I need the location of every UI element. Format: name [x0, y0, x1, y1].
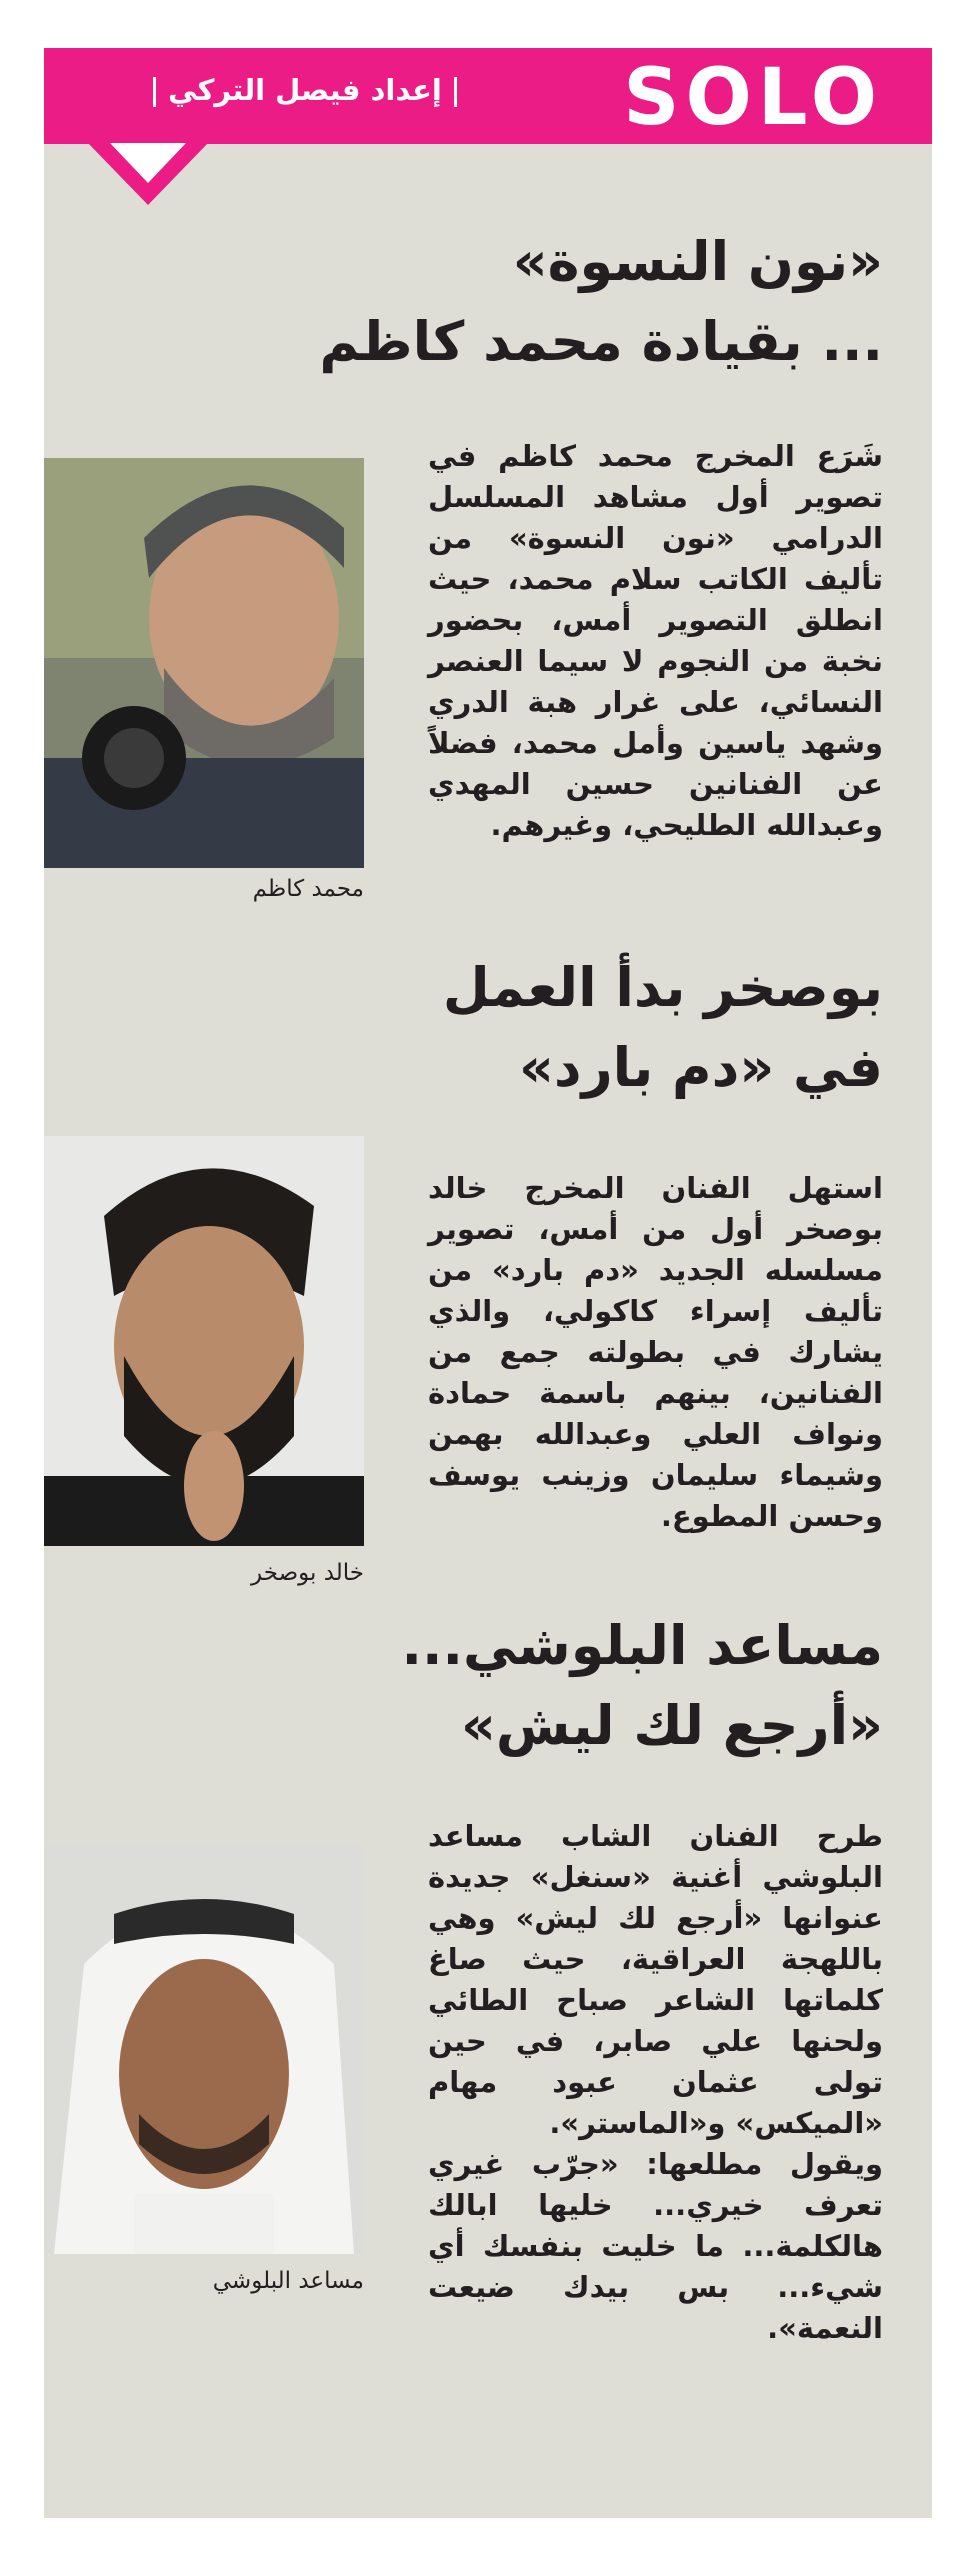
- article-2-headline-line2: في «دم بارد»: [519, 1036, 883, 1099]
- header-notch-inner: [110, 143, 186, 183]
- article-1-body: شَرَع المخرج محمد كاظم في تصوير أول مشاهد المسلسل الدرامي «نون النسوة» من تأليف الكاتب سلام محمد، حيث انطلق التصوير أمس، بحضور نخبة من النجوم لا سيما العنصر النسائي، على غرار هبة الدري وشهد ياسين وأمل محمد، فضلاً عن الفنانين حسين المهدي وعبدالله الطليحي، وغيرهم.: [428, 439, 883, 842]
- article-3-headline-line1: مساعد البلوشي...: [401, 1614, 883, 1677]
- portrait-image: [44, 1136, 364, 1546]
- article-2-headline-line1: بوصخر بدأ العمل: [442, 956, 883, 1019]
- article-3-headline-line2: «أرجع لك ليش»: [461, 1694, 883, 1757]
- article-1-photo: [44, 458, 364, 868]
- article-3-headline: [401, 1606, 883, 1766]
- portrait-image: [44, 458, 364, 868]
- article-2-photo: [44, 1136, 364, 1546]
- article-3-caption: مساعد البلوشي: [212, 2268, 364, 2294]
- byline-divider-left: [153, 77, 156, 107]
- article-1-headline-line2: ... بقيادة محمد كاظم: [319, 310, 883, 373]
- article-2-body: استهل الفنان المخرج خالد بوصخر أول من أمس، تصوير مسلسله الجديد «دم بارد» من تأليف إسراء كاكولي، والذي يشارك في بطولته جمع من الفنانين، بينهم باسمة حمادة ونواف العلي وعبدالله بهمن وشيماء سليمان وزينب يوسف وحسن المطوع.: [428, 1171, 883, 1533]
- article-3-body: [428, 1816, 883, 2349]
- article-3-photo: [44, 1844, 364, 2254]
- byline: [140, 66, 470, 114]
- article-3-body-paragraph-2: ويقول مطلعها: «جرّب غيري تعرف خيري... خليها ابالك هالكلمة... ما خليت بنفسك أي شيء... بس بيدك ضيعت النعمة».: [428, 2147, 883, 2345]
- portrait-image: [44, 1844, 364, 2254]
- article-1-caption: محمد كاظم: [252, 876, 364, 902]
- article-2-caption: خالد بوصخر: [251, 1560, 364, 1586]
- byline-text: إعداد فيصل التركي: [168, 73, 442, 107]
- byline-divider-right: [454, 77, 457, 107]
- article-1-headline: [319, 222, 883, 382]
- article-1-headline-line1: «نون النسوة»: [512, 230, 883, 293]
- brand-logo: SOLO: [623, 53, 883, 143]
- article-3-body-paragraph-1: طرح الفنان الشاب مساعد البلوشي أغنية «سنغل» جديدة عنوانها «أرجع لك ليش» وهي باللهجة العراقية، حيث صاغ كلماتها الشاعر صباح الطائي ولحنها علي صابر، في حين تولى عثمان عبود مهام «الميكس» و«الماستر».: [428, 1819, 883, 2140]
- article-2-headline: [443, 948, 883, 1108]
